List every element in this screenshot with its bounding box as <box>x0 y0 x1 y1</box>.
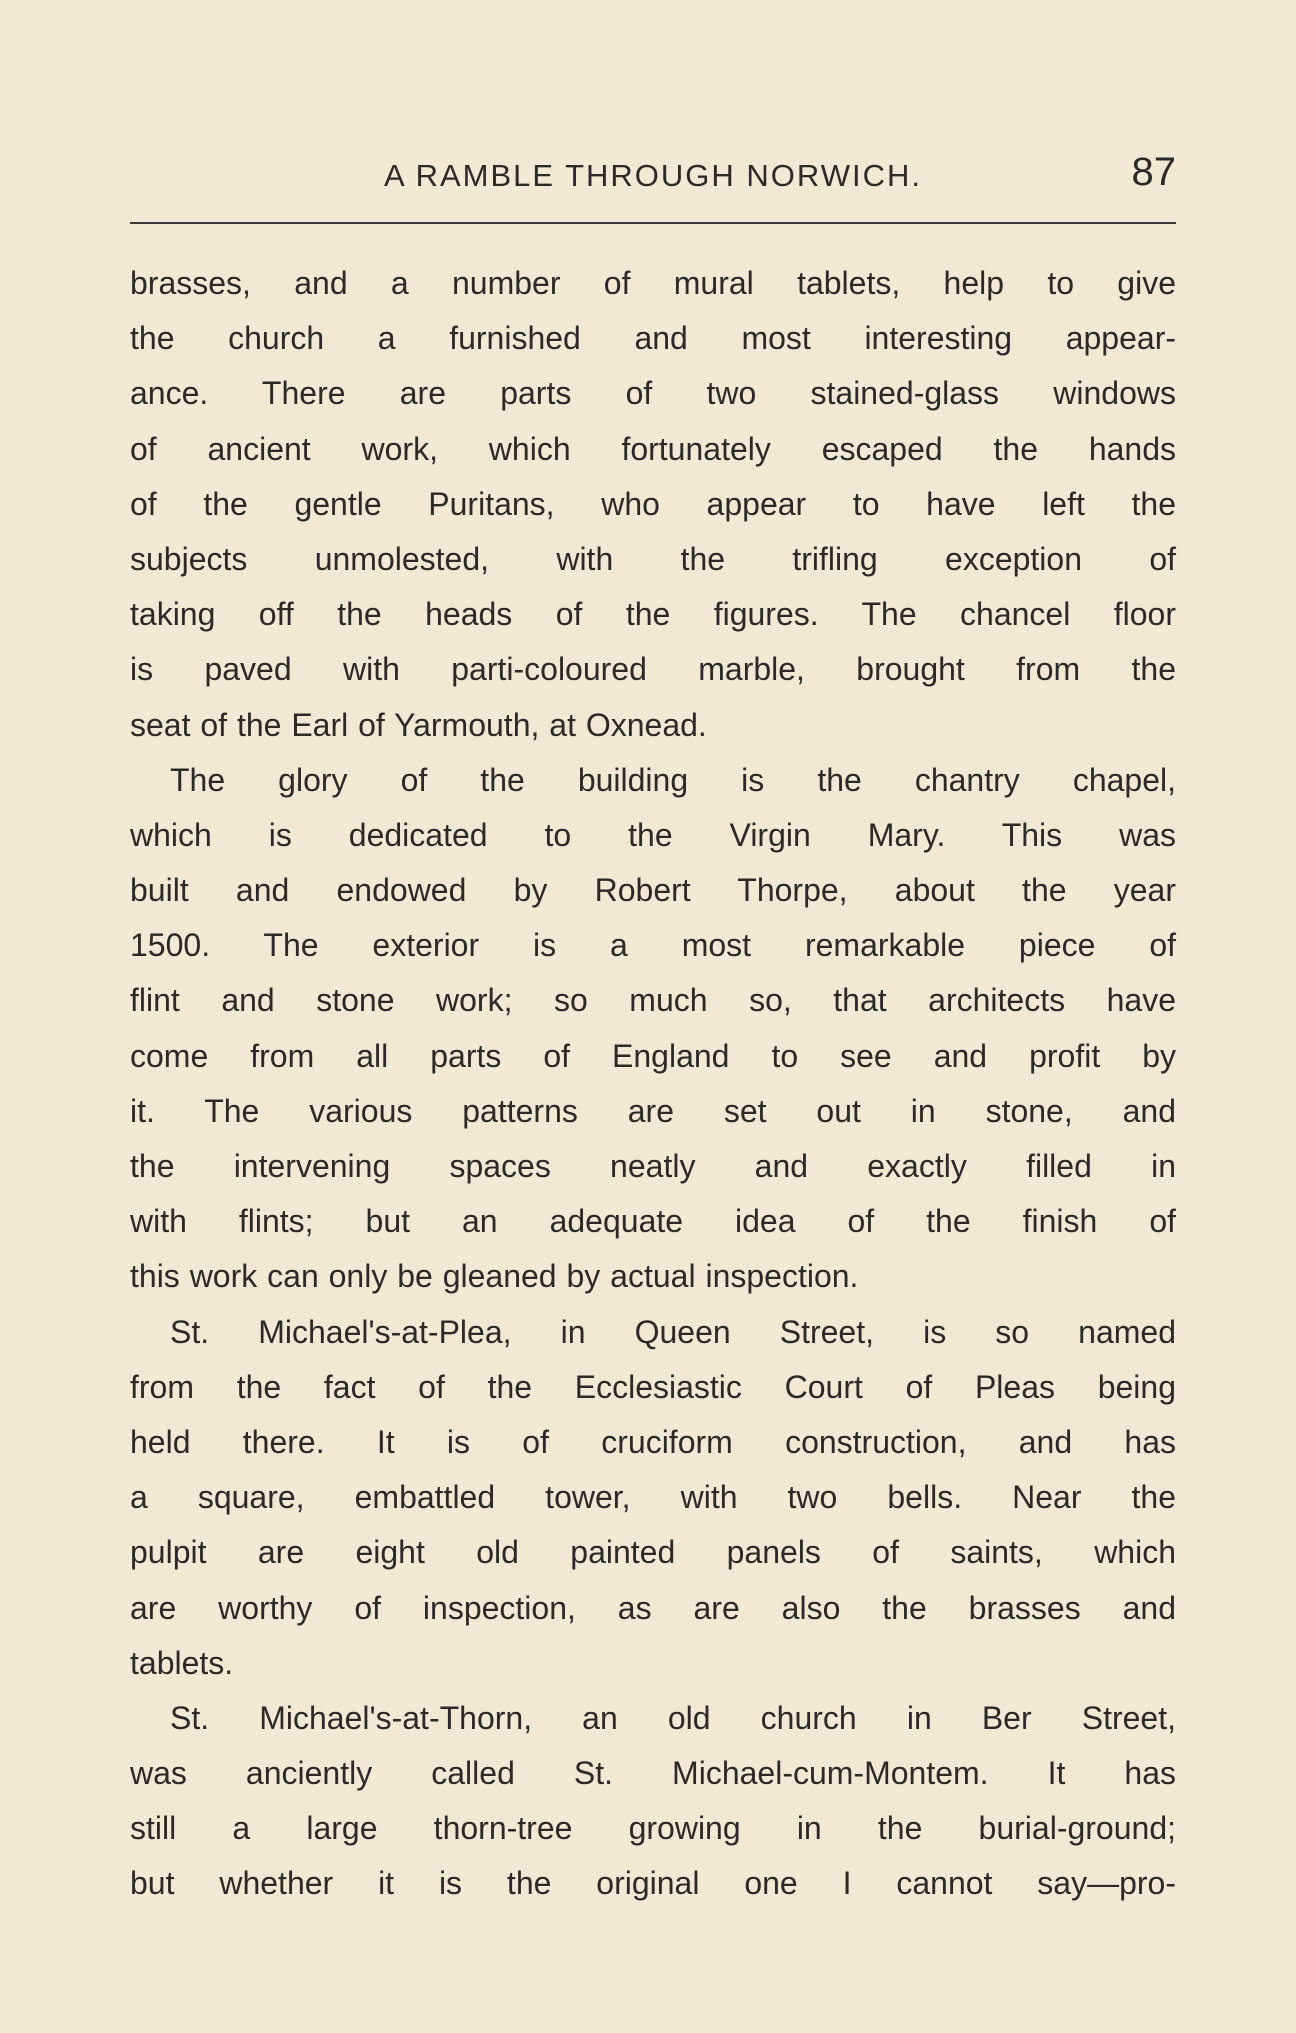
text-line: held there. It is of cruciform construction, and has <box>130 1423 1176 1460</box>
body-text <box>130 256 1176 1912</box>
text-line: 1500. The exterior is a most remarkable piece of <box>130 927 1176 964</box>
text-line: St. Michael's-at-Plea, in Queen Street, is so named <box>170 1313 1176 1350</box>
text-line: pulpit are eight old painted panels of saints, which <box>130 1534 1176 1571</box>
text-line: the intervening spaces neatly and exactly filled in <box>130 1148 1176 1184</box>
text-line: with flints; but an adequate idea of the finish of <box>130 1203 1176 1240</box>
text-line: taking off the heads of the figures. The chancel floor <box>130 596 1176 633</box>
page-number: 87 <box>1131 150 1176 194</box>
text-line: it. The various patterns are set out in stone, and <box>130 1092 1176 1129</box>
text-line: which is dedicated to the Virgin Mary. This was <box>130 816 1176 853</box>
text-line: still a large thorn-tree growing in the burial-ground; <box>130 1810 1176 1847</box>
text-line: come from all parts of England to see and profit by <box>130 1037 1176 1074</box>
text-line: but whether it is the original one I cannot say—pro- <box>130 1865 1176 1902</box>
running-title: A RAMBLE THROUGH NORWICH. <box>383 158 923 193</box>
text-line: ance. There are parts of two stained-glass windows <box>130 375 1176 412</box>
text-line: tablets. <box>130 1644 234 1681</box>
text-line: the church a furnished and most interesting appear- <box>130 320 1176 357</box>
text-line: subjects unmolested, with the trifling exception of <box>130 540 1176 577</box>
text-line: a square, embattled tower, with two bells. Near the <box>130 1479 1176 1516</box>
text-line: is paved with parti-coloured marble, brought from the <box>130 651 1176 688</box>
text-line: of ancient work, which fortunately escaped the hands <box>130 430 1176 467</box>
page-header <box>130 150 1176 206</box>
text-line: built and endowed by Robert Thorpe, about the year <box>130 872 1176 909</box>
text-line: are worthy of inspection, as are also the brasses and <box>130 1589 1176 1626</box>
text-line: flint and stone work; so much so, that architects have <box>130 982 1176 1019</box>
text-line: was anciently called St. Michael-cum-Montem. It has <box>130 1755 1176 1792</box>
text-line: from the fact of the Ecclesiastic Court of Pleas being <box>130 1368 1176 1405</box>
text-line: The glory of the building is the chantry chapel, <box>170 761 1176 798</box>
text-line: this work can only be gleaned by actual inspection. <box>130 1258 859 1295</box>
text-line: brasses, and a number of mural tablets, help to give <box>130 265 1176 301</box>
text-line: of the gentle Puritans, who appear to have left the <box>130 485 1176 522</box>
text-line: seat of the Earl of Yarmouth, at Oxnead. <box>130 706 707 743</box>
text-line: St. Michael's-at-Thorn, an old church in Ber Street, <box>170 1699 1176 1736</box>
header-rule <box>130 222 1176 224</box>
